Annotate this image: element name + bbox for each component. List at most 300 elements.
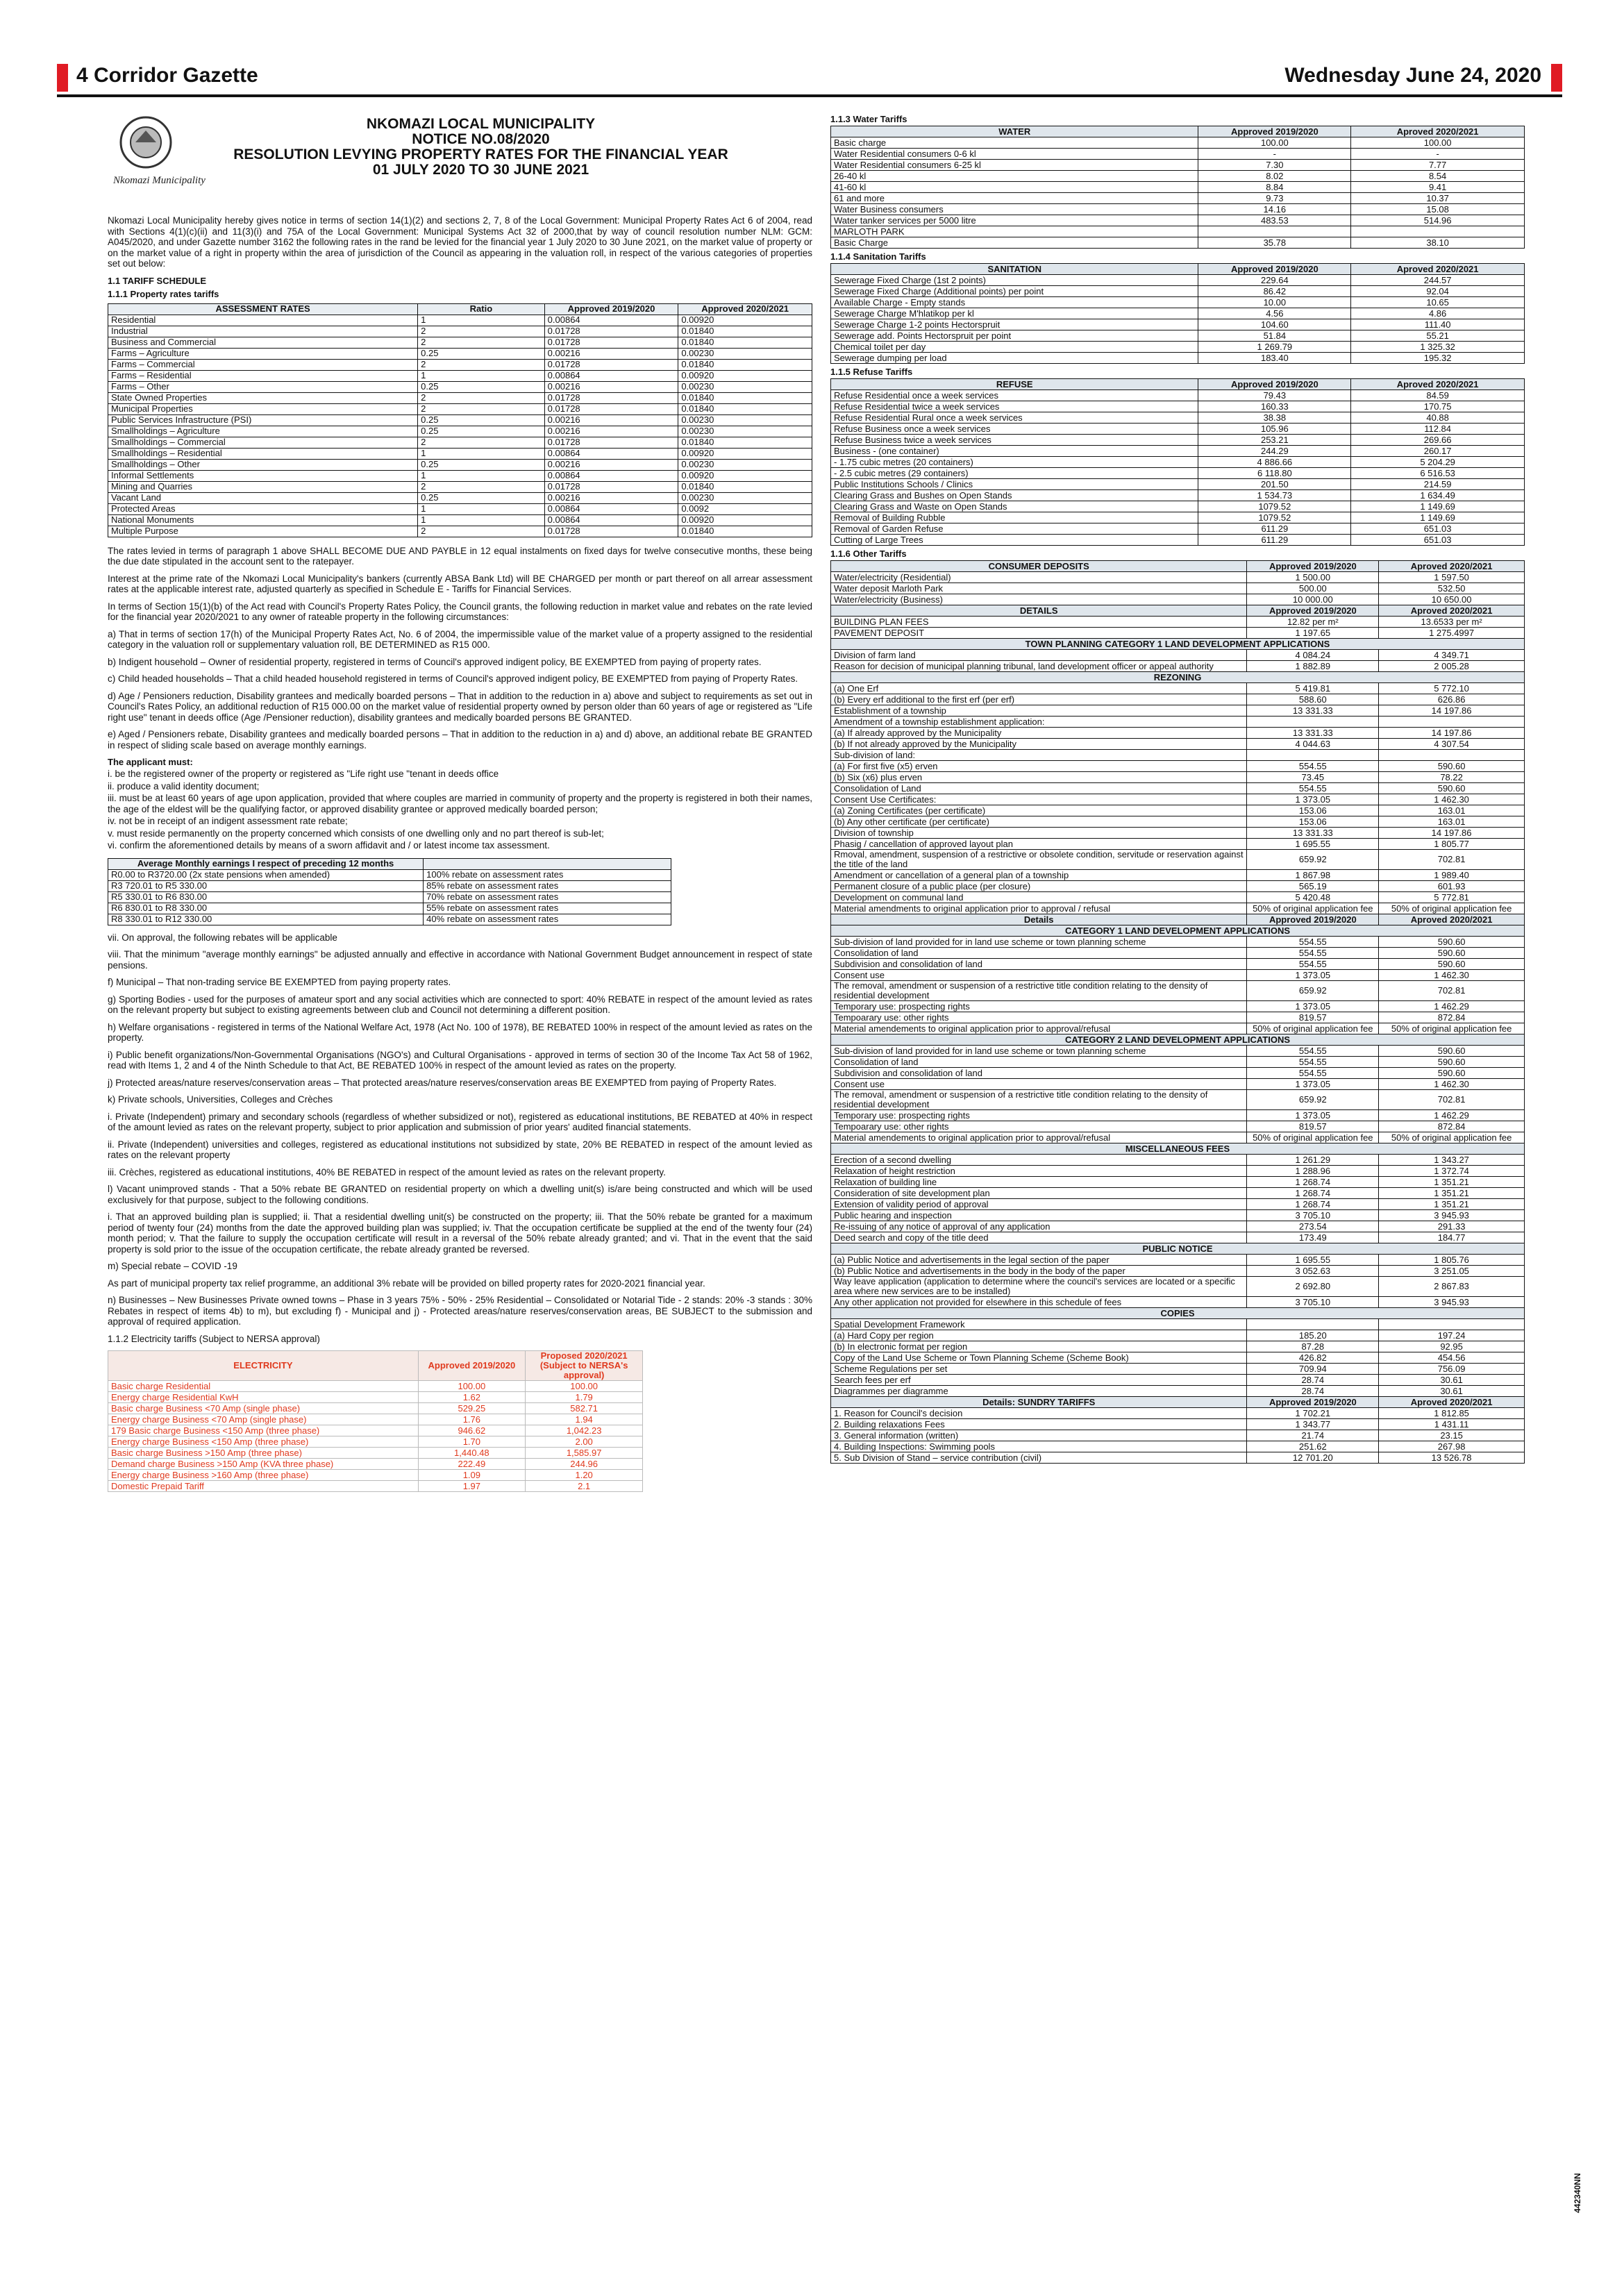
section-header: REZONING (831, 672, 1525, 683)
table-row (831, 424, 1525, 435)
table-cell: 1 372.74 (1379, 1166, 1525, 1177)
table-cell (1379, 750, 1525, 761)
table-row (831, 1441, 1525, 1452)
table-cell: Diagrammes per diagramme (831, 1386, 1247, 1397)
table-row (108, 414, 812, 426)
paragraph: m) Special rebate – COVID -19 (108, 1261, 237, 1271)
table-row (831, 694, 1525, 705)
table-cell: 273.54 (1247, 1221, 1379, 1232)
table-row (831, 1232, 1525, 1243)
table-cell: 0.01728 (544, 526, 678, 537)
table-row (831, 275, 1525, 286)
table-cell: 590.60 (1379, 783, 1525, 794)
table-cell: 0.00216 (544, 426, 678, 437)
table-cell: 2 (418, 403, 545, 414)
table-cell: 946.62 (418, 1425, 525, 1436)
table-cell: Protected Areas (108, 503, 418, 514)
table-cell: Division of township (831, 828, 1247, 839)
table-cell: 0.00230 (678, 414, 812, 426)
table-cell: Basic charge (831, 137, 1198, 149)
table-row (831, 215, 1525, 226)
table-cell: 1.94 (525, 1414, 643, 1425)
table-cell: Material amendements to original application prior to approval/refusal (831, 1023, 1247, 1034)
table-cell: 1 373.05 (1247, 1001, 1379, 1012)
table-cell: Subdivision and consolidation of land (831, 1068, 1247, 1079)
section-header: PUBLIC NOTICE (831, 1243, 1525, 1255)
section-header-row (831, 639, 1525, 650)
table-row (108, 1470, 643, 1481)
table-cell: Relaxation of building line (831, 1177, 1247, 1188)
table-cell: Rmoval, amendment, suspension of a restrictive or obsolete condition, servitude or reservation against the title of the land (831, 850, 1247, 870)
table-cell: 104.60 (1198, 319, 1351, 330)
table-cell: Farms – Commercial (108, 359, 418, 370)
table-cell: Industrial (108, 326, 418, 337)
table-row (831, 1177, 1525, 1188)
table-row (831, 1341, 1525, 1352)
table-cell: 819.57 (1247, 1012, 1379, 1023)
table-cell: 2 867.83 (1379, 1277, 1525, 1297)
table-row (831, 1386, 1525, 1397)
table-row (831, 1166, 1525, 1177)
table-cell: R0.00 to R3720.00 (2x state pensions when amended) (108, 869, 424, 880)
table-row (831, 319, 1525, 330)
other-tariffs-table (830, 560, 1525, 1464)
table-cell: Water Residential consumers 6-25 kl (831, 160, 1198, 171)
table-cell: Public hearing and inspection (831, 1210, 1247, 1221)
paragraph: h) Welfare organisations - registered in terms of the National Welfare Act, 1978 (Act No. 100 of 1978), BE REBATED 100% in respect of the amount levied as rates on the property. (108, 1021, 812, 1043)
table-cell: Sewerage Charge 1-2 points Hectorspruit (831, 319, 1198, 330)
paragraph: i. Private (Independent) primary and secondary schools (regardless of whether subsidized or not), registered as educational institutions, BE REBATED at 40% in respect of the amount levied as rates on the relevant property, subject to prior application and submission of prior years' audited financial statements. (108, 1111, 812, 1132)
table-cell: 0.00230 (678, 426, 812, 437)
table-row (831, 1155, 1525, 1166)
table-cell: 588.60 (1247, 694, 1379, 705)
rebate-paragraphs-2 (108, 932, 812, 1345)
table-row (108, 914, 671, 925)
table-cell: 23.15 (1379, 1430, 1525, 1441)
table-cell: 0.00920 (678, 370, 812, 381)
table-cell: 5 772.81 (1379, 892, 1525, 903)
table-cell: 0.01840 (678, 326, 812, 337)
table-cell: 0.00216 (544, 459, 678, 470)
table-cell: 3 705.10 (1247, 1210, 1379, 1221)
table-cell: 590.60 (1379, 948, 1525, 959)
table-cell (1247, 750, 1379, 761)
table-cell: 0.25 (418, 414, 545, 426)
table-cell: 50% of original application fee (1379, 903, 1525, 914)
table-cell: 819.57 (1247, 1121, 1379, 1132)
table-row (831, 937, 1525, 948)
table-cell: 61 and more (831, 193, 1198, 204)
table-cell: Material amendements to original application prior to approval/refusal (831, 1132, 1247, 1143)
table-cell: 709.94 (1247, 1364, 1379, 1375)
table-cell: 0.00230 (678, 381, 812, 392)
table-row (108, 526, 812, 537)
table-cell: Basic Charge (831, 237, 1198, 249)
table-cell: 0.01840 (678, 403, 812, 414)
table-cell: 13 331.33 (1247, 728, 1379, 739)
table-cell: 4 349.71 (1379, 650, 1525, 661)
table-cell: 153.06 (1247, 816, 1379, 828)
table-cell: Sub-division of land: (831, 750, 1247, 761)
table-cell: Smallholdings – Residential (108, 448, 418, 459)
table-cell: Refuse Residential Rural once a week services (831, 412, 1198, 424)
table-cell: 1 462.30 (1379, 1079, 1525, 1090)
table-cell: 4 886.66 (1198, 457, 1351, 468)
table-cell: 185.20 (1247, 1330, 1379, 1341)
table-cell: 1 149.69 (1351, 501, 1525, 512)
table-cell: 2. Building relaxations Fees (831, 1419, 1247, 1430)
table-cell: 1 261.29 (1247, 1155, 1379, 1166)
table-header-row (831, 379, 1525, 390)
table-cell: Search fees per erf (831, 1375, 1247, 1386)
table-cell: 197.24 (1379, 1330, 1525, 1341)
table-row (108, 326, 812, 337)
table-row (108, 1381, 643, 1392)
table-row (831, 286, 1525, 297)
table-row (108, 903, 671, 914)
table-row (831, 1188, 1525, 1199)
table-cell: 50% of original application fee (1247, 903, 1379, 914)
table-cell: Refuse Residential twice a week services (831, 401, 1198, 412)
rebate-paragraphs (108, 546, 812, 751)
paragraph: As part of municipal property tax relief programme, an additional 3% rebate will be provided on billed property rates for 2020-2021 financial year. (108, 1277, 705, 1289)
table-cell: Erection of a second dwelling (831, 1155, 1247, 1166)
paragraph: c) Child headed households – That a child headed household registered in terms of Council's approved indigent policy, BE EXEMPTED from paying of Property Rates. (108, 673, 798, 684)
table-row (831, 728, 1525, 739)
table-cell: 2 (418, 526, 545, 537)
table-cell: Chemical toilet per day (831, 342, 1198, 353)
table-row (108, 448, 812, 459)
table-row (831, 412, 1525, 424)
table-cell: 153.06 (1247, 805, 1379, 816)
table-cell: Consent Use Certificates: (831, 794, 1247, 805)
table-cell (1198, 226, 1351, 237)
table-row (831, 237, 1525, 249)
table-cell: 195.32 (1351, 353, 1525, 364)
table-cell: 590.60 (1379, 937, 1525, 948)
column-header: Approved 2019/2020 (1247, 1397, 1379, 1408)
table-row (831, 204, 1525, 215)
table-cell: 4.56 (1198, 308, 1351, 319)
table-header-row (831, 605, 1525, 617)
header-right-bar (1551, 64, 1562, 92)
table-cell (1247, 1319, 1379, 1330)
table-row (108, 1481, 643, 1492)
column-header: Approved 2019/2020 (1198, 264, 1351, 275)
table-cell: Deed search and copy of the title deed (831, 1232, 1247, 1243)
table-cell: 1 812.85 (1379, 1408, 1525, 1419)
table-cell: Energy charge Business <70 Amp (single phase) (108, 1414, 419, 1425)
table-cell: 0.01728 (544, 359, 678, 370)
table-cell: 0.00864 (544, 315, 678, 326)
table-cell: 21.74 (1247, 1430, 1379, 1441)
table-cell: 1 534.73 (1198, 490, 1351, 501)
table-row (831, 193, 1525, 204)
table-row (831, 160, 1525, 171)
table-cell: 35.78 (1198, 237, 1351, 249)
table-cell: 0.01728 (544, 481, 678, 492)
table-cell: 2 (418, 337, 545, 348)
table-row (108, 1425, 643, 1436)
table-cell: Water Business consumers (831, 204, 1198, 215)
table-cell: 0.01840 (678, 359, 812, 370)
table-cell: 532.50 (1379, 583, 1525, 594)
table-cell: 0.00920 (678, 448, 812, 459)
table-row (108, 426, 812, 437)
table-cell: 702.81 (1379, 981, 1525, 1001)
table-row (831, 535, 1525, 546)
table-cell: 8.02 (1198, 171, 1351, 182)
table-cell: (a) Public Notice and advertisements in the legal section of the paper (831, 1255, 1247, 1266)
table-cell: 2 (418, 392, 545, 403)
table-cell: 70% rebate on assessment rates (424, 891, 671, 903)
table-cell: 5 204.29 (1351, 457, 1525, 468)
table-row (831, 490, 1525, 501)
table-cell: 1 197.65 (1247, 628, 1379, 639)
table-row (108, 891, 671, 903)
table-cell: 483.53 (1198, 215, 1351, 226)
table-row (831, 1408, 1525, 1419)
applicant-item: iv. not be in receipt of an indigent assessment rate rebate; (108, 816, 348, 826)
applicant-item: i. be the registered owner of the property or registered as "Life right use "tenant in deeds office (108, 769, 499, 779)
table-cell: Clearing Grass and Bushes on Open Stands (831, 490, 1198, 501)
table-cell: 1 695.55 (1247, 839, 1379, 850)
table-row (831, 457, 1525, 468)
table-cell: 267.98 (1379, 1441, 1525, 1452)
issue-date: Wednesday June 24, 2020 (1284, 64, 1541, 87)
section-header-row (831, 1034, 1525, 1046)
table-cell: 1 695.55 (1247, 1255, 1379, 1266)
column-header: WATER (831, 126, 1198, 137)
section-header: TOWN PLANNING CATEGORY 1 LAND DEVELOPMENT APPLICATIONS (831, 639, 1525, 650)
table-cell: 111.40 (1351, 319, 1525, 330)
table-cell: 100.00 (418, 1381, 525, 1392)
table-cell: 4 084.24 (1247, 650, 1379, 661)
table-row (108, 459, 812, 470)
table-cell: 3 251.05 (1379, 1266, 1525, 1277)
table-row (831, 182, 1525, 193)
table-cell: 1. Reason for Council's decision (831, 1408, 1247, 1419)
table-row (108, 392, 812, 403)
table-cell: 1,440.48 (418, 1448, 525, 1459)
table-cell: Farms – Agriculture (108, 348, 418, 359)
table-cell: Spatial Development Framework (831, 1319, 1247, 1330)
table-row (831, 501, 1525, 512)
table-cell: Sewerage Fixed Charge (1st 2 points) (831, 275, 1198, 286)
table-row (831, 959, 1525, 970)
table-cell: The removal, amendment or suspension of a restrictive title condition relating to the density of residential development (831, 1090, 1247, 1110)
ad-reference-id: 442340NN (1573, 2173, 1582, 2213)
table-row (831, 1090, 1525, 1110)
table-cell: 0.25 (418, 426, 545, 437)
table-cell: - 2.5 cubic metres (29 containers) (831, 468, 1198, 479)
table-cell: 5 772.10 (1379, 683, 1525, 694)
table-cell: 500.00 (1247, 583, 1379, 594)
table-cell: 0.01840 (678, 392, 812, 403)
table-cell: 1 288.96 (1247, 1166, 1379, 1177)
table-cell: 0.01840 (678, 337, 812, 348)
table-row (831, 881, 1525, 892)
table-row (831, 468, 1525, 479)
column-header: Aproved 2020/2021 (1379, 561, 1525, 572)
table-cell: 702.81 (1379, 850, 1525, 870)
table-cell: 79.43 (1198, 390, 1351, 401)
table-cell: 244.29 (1198, 446, 1351, 457)
applicant-list (108, 769, 812, 851)
table-cell: 659.92 (1247, 850, 1379, 870)
table-row (108, 1459, 643, 1470)
table-cell: 872.84 (1379, 1012, 1525, 1023)
table-cell: - 1.75 cubic metres (20 containers) (831, 457, 1198, 468)
table-row (831, 1352, 1525, 1364)
paragraph: Interest at the prime rate of the Nkomazi Local Municipality's bankers (currently ABSA Bank Ltd) will BE CHARGED per month or part thereof on all arrear assessment rates at the applicable interest rate, adjusted quarterly as specified in Schedule E - Tariffs for Financial Services. (108, 573, 812, 594)
table-cell: 105.96 (1198, 424, 1351, 435)
table-row (831, 650, 1525, 661)
table-row (831, 1221, 1525, 1232)
table-cell: 0.00864 (544, 448, 678, 459)
table-cell: 269.66 (1351, 435, 1525, 446)
table-cell: 1 805.77 (1379, 839, 1525, 850)
table-cell: 163.01 (1379, 816, 1525, 828)
paragraph: ii. Private (Independent) universities and colleges, registered as educational institutions not subsidized by state, 20% BE REBATED in respect of the amount levied as rates on the relevant property (108, 1139, 812, 1160)
table-cell: 2 (418, 326, 545, 337)
table-cell: 601.93 (1379, 881, 1525, 892)
table-row (831, 171, 1525, 182)
table-cell: Sewerage Charge M'hlatikop per kl (831, 308, 1198, 319)
table-cell: 590.60 (1379, 1046, 1525, 1057)
table-cell: Clearing Grass and Waste on Open Stands (831, 501, 1198, 512)
table-cell: Consolidation of Land (831, 783, 1247, 794)
table-cell: Water tanker services per 5000 litre (831, 215, 1198, 226)
table-row (831, 683, 1525, 694)
table-cell: 170.75 (1351, 401, 1525, 412)
table-cell: Water Residential consumers 0-6 kl (831, 149, 1198, 160)
table-cell: 1 805.76 (1379, 1255, 1525, 1266)
table-cell: 590.60 (1379, 1057, 1525, 1068)
table-cell: 38.10 (1351, 237, 1525, 249)
table-cell: Consent use (831, 970, 1247, 981)
table-cell: (b) In electronic format per region (831, 1341, 1247, 1352)
table-cell: 86.42 (1198, 286, 1351, 297)
column-header (424, 858, 671, 869)
column-header: Approved 2019/2020 (1247, 605, 1379, 617)
table-cell: 222.49 (418, 1459, 525, 1470)
table-cell: 100.00 (1351, 137, 1525, 149)
paragraph: viii. That the minimum "average monthly earnings" be adjusted annually and effective in accordance with National Government Budget announcement in respect of state pensions. (108, 949, 812, 971)
table-cell: 4 307.54 (1379, 739, 1525, 750)
applicant-item: v. must reside permanently on the property concerned which consists of one dwelling only and no part thereof is sub-let; (108, 828, 604, 839)
table-cell: Tempoarary use: other rights (831, 1121, 1247, 1132)
column-header: Approved 2019/2020 (1247, 561, 1379, 572)
table-cell: 1 351.21 (1379, 1199, 1525, 1210)
table-row (108, 1403, 643, 1414)
table-cell: Business - (one container) (831, 446, 1198, 457)
table-row (831, 772, 1525, 783)
table-row (831, 628, 1525, 639)
table-row (831, 1319, 1525, 1330)
table-cell: Informal Settlements (108, 470, 418, 481)
refuse-heading: 1.1.5 Refuse Tariffs (830, 367, 913, 377)
table-cell: 582.71 (525, 1403, 643, 1414)
table-cell: Public Institutions Schools / Clinics (831, 479, 1198, 490)
table-cell: Farms – Other (108, 381, 418, 392)
table-cell: 201.50 (1198, 479, 1351, 490)
table-cell: 51.84 (1198, 330, 1351, 342)
earnings-table (108, 858, 671, 925)
newspaper-title: 4 Corridor Gazette (76, 64, 258, 87)
column-header: Aproved 2020/2021 (1351, 264, 1525, 275)
table-row (831, 594, 1525, 605)
table-cell: Municipal Properties (108, 403, 418, 414)
table-cell: 4 044.63 (1247, 739, 1379, 750)
table-cell: Smallholdings – Other (108, 459, 418, 470)
table-cell: 1.76 (418, 1414, 525, 1425)
column-header: Details (831, 914, 1247, 925)
table-cell: 92.04 (1351, 286, 1525, 297)
table-row (831, 1210, 1525, 1221)
column-header: Aproved 2020/2021 (1351, 126, 1525, 137)
table-cell: 14 197.86 (1379, 705, 1525, 717)
table-cell: 5 420.48 (1247, 892, 1379, 903)
table-cell: 1 269.79 (1198, 342, 1351, 353)
table-cell: 1 268.74 (1247, 1199, 1379, 1210)
table-row (831, 137, 1525, 149)
table-cell: 10.65 (1351, 297, 1525, 308)
table-row (831, 390, 1525, 401)
table-cell: 4.86 (1351, 308, 1525, 319)
column-header: Approved 2019/2020 (418, 1351, 525, 1381)
rates-heading: 1.1.1 Property rates tariffs (108, 288, 219, 299)
table-cell: 87.28 (1247, 1341, 1379, 1352)
table-header-row (108, 858, 671, 869)
applicant-item: iii. must be at least 60 years of age upon application, provided that where couples are married in community of property and the property is registered in both their names, the age of the eldest will be the qualifying factor, or approved disability grantee or approved medically boarded person; (108, 793, 812, 814)
table-cell: Public Services Infrastructure (PSI) (108, 414, 418, 426)
column-header: Approved 2019/2020 (544, 303, 678, 315)
table-header-row (108, 303, 812, 315)
table-cell: 30.61 (1379, 1386, 1525, 1397)
table-cell: 1 500.00 (1247, 572, 1379, 583)
table-cell: 40.88 (1351, 412, 1525, 424)
table-cell: 554.55 (1247, 937, 1379, 948)
table-cell: Cutting of Large Trees (831, 535, 1198, 546)
table-cell: 1 882.89 (1247, 661, 1379, 672)
table-cell: 5 419.81 (1247, 683, 1379, 694)
table-cell: Establishment of a township (831, 705, 1247, 717)
table-cell: 12.82 per m² (1247, 617, 1379, 628)
section-header-row (831, 672, 1525, 683)
rates-table (108, 303, 812, 537)
table-cell: 651.03 (1351, 523, 1525, 535)
table-cell: - (1198, 149, 1351, 160)
table-cell: 160.33 (1198, 401, 1351, 412)
table-cell: Tempoarary use: other rights (831, 1012, 1247, 1023)
table-header-row (831, 264, 1525, 275)
table-cell: 1 431.11 (1379, 1419, 1525, 1430)
notice-line-2: NOTICE NO.08/2020 (412, 131, 550, 147)
table-cell: Energy charge Business >160 Amp (three phase) (108, 1470, 419, 1481)
table-cell: Demand charge Business >150 Amp (KVA three phase) (108, 1459, 419, 1470)
table-row (831, 1364, 1525, 1375)
table-row (831, 1068, 1525, 1079)
table-header-row (108, 1351, 643, 1381)
paragraph: i) Public benefit organizations/Non-Governmental Organisations (NGO's) and Cultural Organisations - approved in terms of section 30 of the Income Tax Act 58 of 1962, read with Items 1, 2 and 4 of the Ninth Schedule to that Act, BE REBATED 100% in respect of the amount levied as rates on the property. (108, 1049, 812, 1071)
table-cell: 0.00216 (544, 492, 678, 503)
table-cell: 2 005.28 (1379, 661, 1525, 672)
table-cell: 38.38 (1198, 412, 1351, 424)
table-cell: Residential (108, 315, 418, 326)
notice-line-1: NKOMAZI LOCAL MUNICIPALITY (366, 116, 596, 132)
table-cell: 0.01840 (678, 437, 812, 448)
